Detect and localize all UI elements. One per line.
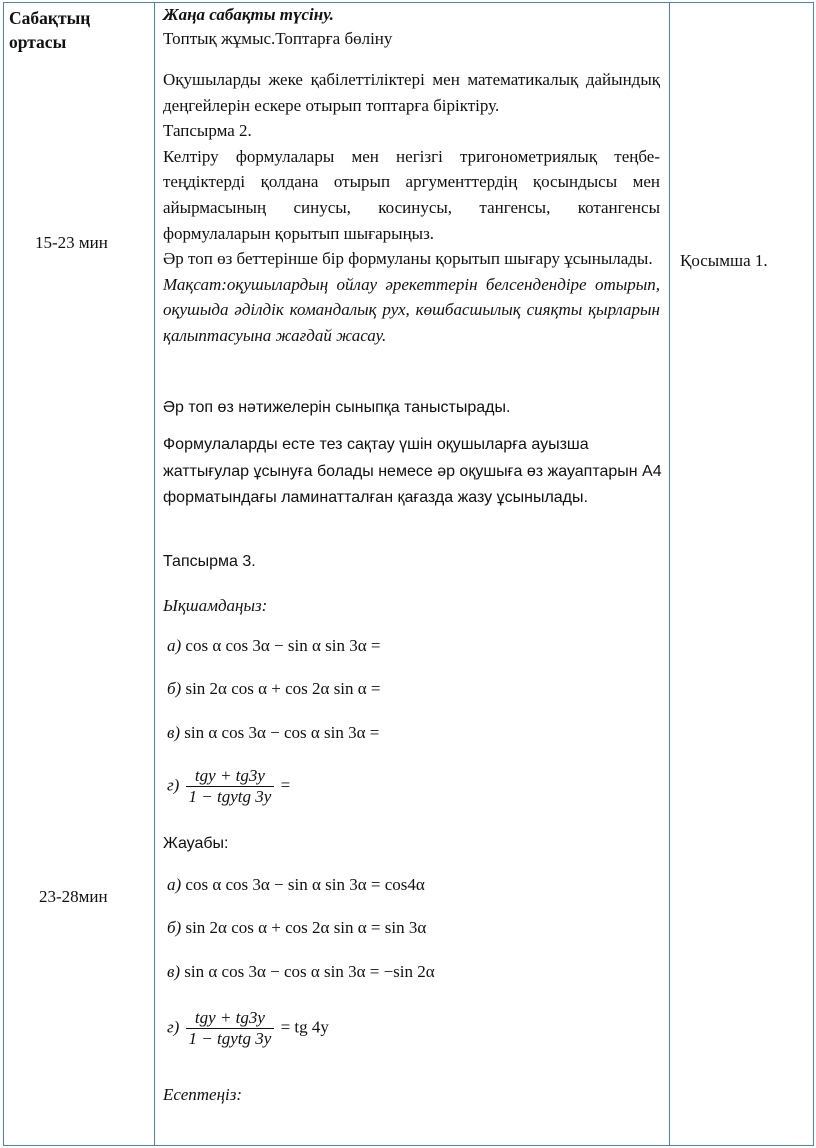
- group-work-line: Топтық жұмыс.Топтарға бөліну: [163, 29, 393, 48]
- task3-label: Тапсырма 3.: [163, 553, 256, 570]
- answers-label: Жауабы:: [163, 835, 229, 852]
- answer-g-denominator: 1 − tgytg 3y: [188, 1029, 272, 1048]
- answer-v: [167, 962, 435, 982]
- instruction-block: [163, 67, 660, 349]
- header-line-1: Сабақтың: [9, 8, 91, 28]
- header-line-2: ортасы: [9, 32, 67, 52]
- answer-b: [167, 918, 426, 938]
- answer-g: [167, 1008, 329, 1049]
- answer-v-label: в): [167, 962, 181, 981]
- answer-a-expression: cos α cos 3α − sin α sin 3α = cos4α: [185, 875, 425, 894]
- time-range-2: 23-28мин: [39, 887, 108, 906]
- exercise-g-equals: =: [280, 775, 291, 795]
- paragraph-present-results: Әр топ өз нәтижелерін сыныпқа таныстырады.: [163, 399, 511, 416]
- exercise-a: [167, 636, 380, 656]
- simplify-label: Ықшамдаңыз:: [163, 596, 268, 615]
- time-column: [4, 3, 154, 1145]
- section-heading: Жаңа сабақты түсіну.: [163, 5, 334, 24]
- exercise-b-label: б): [167, 679, 182, 698]
- column-header: [9, 6, 90, 54]
- paragraph-oral-exercises: Формулаларды есте тез сақтау үшін оқушыларға ауызша жаттығулар ұсынуға болады немесе әр оқушыға өз жауаптарын А4 форматындағы ламинатталған қағазда жазу ұсынылады.: [163, 436, 662, 506]
- lesson-plan-table: [3, 2, 814, 1146]
- answer-g-label: г): [167, 1017, 180, 1037]
- exercise-g-numerator: tgy + tg3y: [186, 766, 275, 787]
- exercise-v: [167, 723, 379, 743]
- exercise-b-expression: sin 2α cos α + cos 2α sin α =: [185, 679, 381, 698]
- answer-b-expression: sin 2α cos α + cos 2α sin α = sin 3α: [185, 918, 427, 937]
- task2-label: Тапсырма 2.: [163, 121, 252, 141]
- exercise-g-label: г): [167, 775, 180, 795]
- goal-paragraph: Мақсат:оқушылардың ойлау әрекеттерін белсендендіре отырып, оқушыда әділдік командалық рух, көшбасшылық сияқты қырларын қалыптасуына жағдай жасау.: [163, 274, 660, 345]
- answer-g-numerator: tgy + tg3y: [186, 1008, 275, 1029]
- exercise-g: [167, 766, 290, 807]
- content-column: [155, 3, 669, 1145]
- calculate-label: Есептеңіз:: [163, 1085, 243, 1104]
- paragraph-each-group: Әр топ өз беттерінше бір формуланы қорытып шығару ұсынылады.: [163, 249, 653, 269]
- exercise-g-fraction: [186, 766, 275, 807]
- resources-column: [670, 3, 813, 1145]
- resource-label: Қосымша 1.: [680, 251, 768, 270]
- answer-g-fraction: [186, 1008, 275, 1049]
- time-range-1: 15-23 мин: [35, 233, 108, 252]
- exercise-b: [167, 679, 381, 699]
- exercise-a-label: а): [167, 636, 182, 655]
- paragraph-grouping: Оқушыларды жеке қабілеттіліктері мен математикалық дайындық деңгейлерін ескере отырып топтарға біріктіру.: [163, 70, 660, 115]
- answer-v-expression: sin α cos 3α − cos α sin 3α = −sin 2α: [184, 962, 435, 981]
- paragraph-task2: Келтіру формулалары мен негізгі тригонометриялық теңбе-теңдіктерді қолдана отырып аргументтердің қосындысы мен айырмасының синусы, косинусы, тангенсы, котангенсы формулаларын қорытып шығарыңыз.: [163, 146, 660, 243]
- exercise-v-expression: sin α cos 3α − cos α sin 3α =: [184, 723, 380, 742]
- answer-b-label: б): [167, 918, 182, 937]
- answer-g-result: = tg 4y: [280, 1017, 329, 1037]
- exercise-v-label: в): [167, 723, 181, 742]
- answer-a-label: а): [167, 875, 182, 894]
- exercise-a-expression: cos α cos 3α − sin α sin 3α =: [185, 636, 381, 655]
- answer-a: [167, 875, 425, 895]
- exercise-g-denominator: 1 − tgytg 3y: [188, 787, 272, 806]
